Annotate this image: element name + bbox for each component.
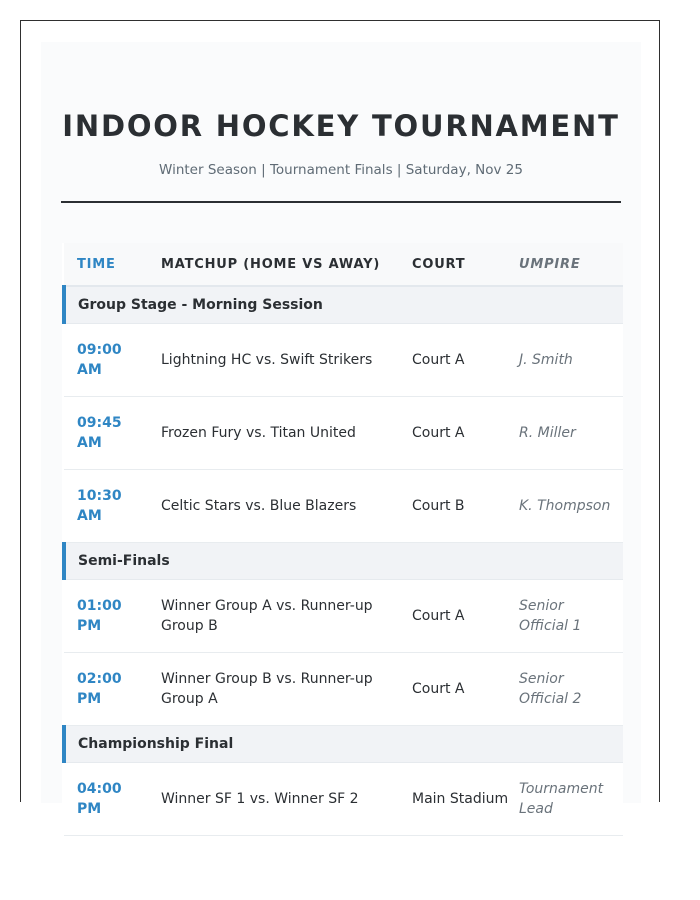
match-umpire: R. Miller	[511, 397, 623, 470]
table-row	[64, 397, 623, 470]
table-row	[64, 324, 623, 397]
page-title: INDOOR HOCKEY TOURNAMENT	[62, 109, 620, 143]
match-court: Court A	[399, 397, 511, 470]
section-title: Championship Final	[64, 726, 623, 763]
table-row	[64, 580, 623, 653]
table-row	[64, 763, 623, 836]
match-matchup: Celtic Stars vs. Blue Blazers	[148, 470, 399, 543]
match-court: Court A	[399, 580, 511, 653]
page-subtitle: Winter Season | Tournament Finals | Saturday, Nov 25	[159, 162, 523, 178]
column-header-court: COURT	[399, 243, 511, 286]
match-matchup: Winner Group B vs. Runner-up Group A	[148, 653, 399, 726]
match-court: Main Stadium	[399, 763, 511, 836]
match-court: Court A	[399, 653, 511, 726]
match-umpire: Senior Official 1	[511, 580, 623, 653]
column-header-matchup: MATCHUP (HOME VS AWAY)	[148, 243, 399, 286]
section-row-championship-final	[64, 726, 623, 763]
match-matchup: Winner Group A vs. Runner-up Group B	[148, 580, 399, 653]
match-umpire: K. Thompson	[511, 470, 623, 543]
column-header-time: TIME	[64, 243, 148, 286]
match-matchup: Lightning HC vs. Swift Strikers	[148, 324, 399, 397]
schedule-table-container	[62, 243, 621, 836]
match-umpire: Senior Official 2	[511, 653, 623, 726]
match-umpire: Tournament Lead	[511, 763, 623, 836]
table-row	[64, 470, 623, 543]
match-time: 10:30 AM	[64, 470, 148, 543]
section-title: Group Stage - Morning Session	[64, 286, 623, 324]
table-header-row	[64, 243, 623, 286]
column-header-umpire: UMPIRE	[511, 243, 623, 286]
match-court: Court A	[399, 324, 511, 397]
section-row-semi-finals	[64, 543, 623, 580]
match-court: Court B	[399, 470, 511, 543]
match-matchup: Frozen Fury vs. Titan United	[148, 397, 399, 470]
match-time: 01:00 PM	[64, 580, 148, 653]
title-divider	[61, 201, 621, 203]
match-time: 09:45 AM	[64, 397, 148, 470]
table-row	[64, 653, 623, 726]
match-time: 02:00 PM	[64, 653, 148, 726]
match-time: 04:00 PM	[64, 763, 148, 836]
schedule-sheet	[41, 42, 641, 817]
section-row-group-stage	[64, 286, 623, 324]
schedule-table	[62, 243, 623, 836]
match-matchup: Winner SF 1 vs. Winner SF 2	[148, 763, 399, 836]
match-time: 09:00 AM	[64, 324, 148, 397]
section-title: Semi-Finals	[64, 543, 623, 580]
document-page	[20, 20, 660, 817]
match-umpire: J. Smith	[511, 324, 623, 397]
